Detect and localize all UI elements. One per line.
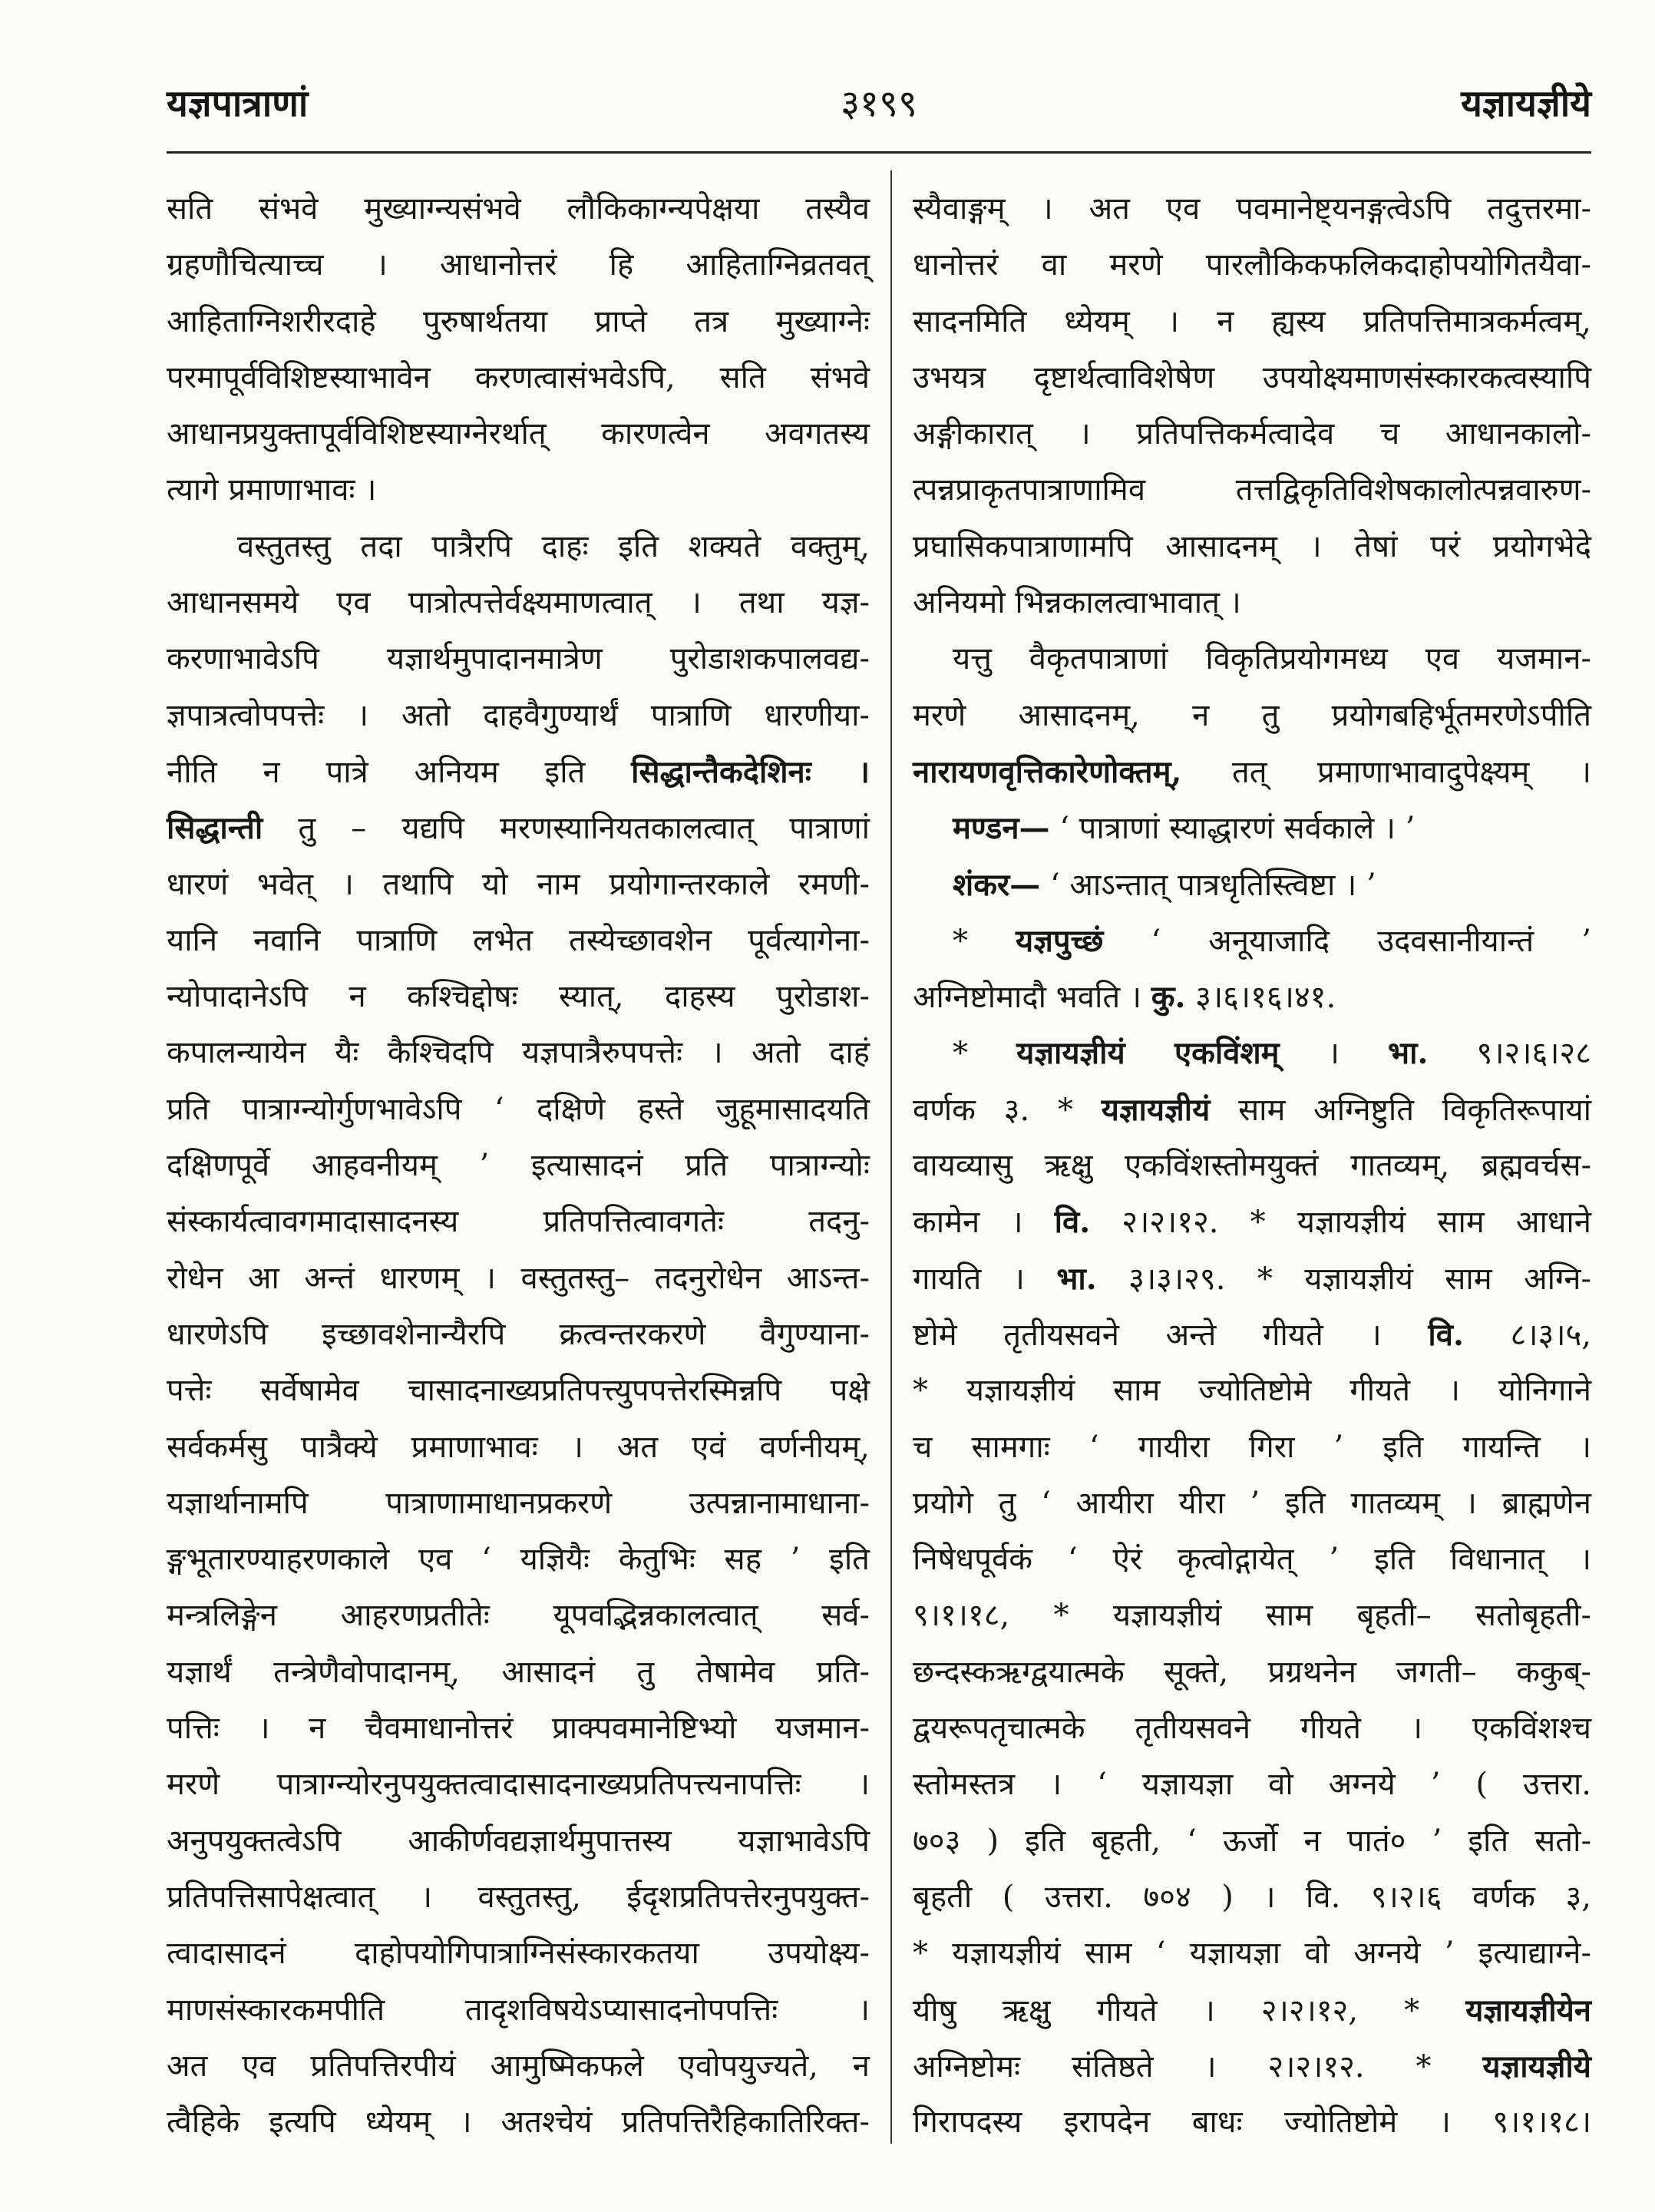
text-segment: ‘ अनूयाजादि उदवसानीयान्तं ’ bbox=[1103, 923, 1591, 959]
text-line bbox=[167, 1307, 870, 1363]
text-line bbox=[913, 294, 1591, 350]
text-line bbox=[167, 800, 870, 856]
column-divider bbox=[890, 170, 892, 2144]
left-column bbox=[167, 181, 870, 2151]
text-segment: गायति । bbox=[913, 1261, 1057, 1297]
text-line bbox=[167, 294, 870, 350]
running-head-right: यज्ञायज्ञीये bbox=[1461, 82, 1591, 125]
text-segment: मन्त्रलिङ्गेन आहरणप्रतीतेः यूपवद्भिन्नकालत्वात् सर्व- bbox=[167, 1598, 870, 1634]
text-line bbox=[913, 1588, 1591, 1644]
text-line bbox=[167, 1251, 870, 1307]
text-segment: सर्वकर्मसु पात्रैक्ये प्रमाणाभावः । अत एवं वर्णनीयम्, bbox=[167, 1429, 870, 1465]
bold-term: भा. bbox=[1056, 1260, 1097, 1297]
text-segment: ३।६।१६।४१. bbox=[1185, 980, 1336, 1016]
text-segment: ७०३ ) इति बृहती, ‘ ऊर्जो न पातं० ’ इति सतो- bbox=[913, 1823, 1591, 1859]
text-line bbox=[167, 1870, 870, 1926]
text-segment: स्तोमस्तत्र । ‘ यज्ञायज्ञा वो अग्नये ’ ( उत्तरा. bbox=[913, 1767, 1591, 1803]
page-header bbox=[167, 77, 1591, 131]
text-segment: कपालन्यायेन यैः कैश्चिदपि यज्ञपात्रैरुपपत्तेः । अतो दाहं bbox=[167, 1035, 870, 1071]
text-segment: त्वैहिके इत्यपि ध्येयम् । अतश्चेयं प्रतिपत्तिरैहिकातिरिक्त- bbox=[167, 2105, 870, 2141]
bold-term: यज्ञायज्ञीयेन bbox=[1465, 1992, 1591, 2028]
text-segment: वस्तुतस्तु तदा पात्रैरपि दाहः इति शक्यते वक्तुम्, bbox=[237, 528, 870, 564]
text-line bbox=[913, 1757, 1591, 1813]
bold-term: वि. bbox=[1054, 1204, 1091, 1241]
text-line bbox=[167, 1476, 870, 1532]
text-segment: ग्रहणौचित्याच्च । आधानोत्तरं हि आहिताग्निव्रतवत् bbox=[167, 247, 870, 283]
text-line bbox=[167, 1588, 870, 1644]
text-segment: धानोत्तरं वा मरणे पारलौकिकफलिकदाहोपयोगितयैवा- bbox=[913, 247, 1591, 283]
text-segment: द्वयरूपतृचात्मके तृतीयसवने गीयते । एकविंशश्च bbox=[913, 1711, 1591, 1747]
text-line bbox=[167, 350, 870, 406]
text-line bbox=[913, 406, 1591, 462]
bold-term: वि. bbox=[1428, 1316, 1464, 1353]
text-segment: बृहती ( उत्तरा. ७०४ ) । वि. ९।२।६ वर्णक ३, bbox=[913, 1879, 1591, 1915]
text-segment: धारणेऽपि इच्छावशेनान्यैरपि क्रत्वन्तरकरणे वैगुण्याना- bbox=[167, 1316, 870, 1352]
text-segment: प्रयोगे तु ‘ आयीरा यीरा ’ इति गातव्यम् । ब्राह्मणेन bbox=[913, 1485, 1591, 1521]
text-line bbox=[167, 406, 870, 462]
text-line bbox=[167, 857, 870, 913]
text-line bbox=[167, 969, 870, 1025]
text-line bbox=[167, 1025, 870, 1081]
text-segment: प्रतिपत्तिसापेक्षत्वात् । वस्तुतस्तु, ईदृशप्रतिपत्तेरनुपयुक्त- bbox=[167, 1879, 870, 1915]
text-segment: अत एव प्रतिपत्तिरपीयं आमुष्मिकफले एवोपयुज्यते, न bbox=[167, 2048, 870, 2084]
text-segment: परमापूर्वविशिष्टस्याभावेन करणत्वासंभवेऽपि, सति संभवे bbox=[167, 359, 870, 395]
text-segment: त्यागे प्रमाणाभावः । bbox=[167, 472, 377, 508]
text-line bbox=[913, 1870, 1591, 1926]
text-segment: * यज्ञायज्ञीयं साम ‘ यज्ञायज्ञा वो अग्नये ’ इत्याद्याग्ने- bbox=[913, 1936, 1591, 1972]
text-segment: ङ्गभूतारण्याहरणकाले एव ‘ यज्ञियैः केतुभिः सह ’ इति bbox=[167, 1542, 870, 1578]
text-line bbox=[913, 1926, 1591, 1982]
text-line bbox=[167, 913, 870, 969]
text-segment: धारणं भवेत् । तथापि यो नाम प्रयोगान्तरकाले रमणी- bbox=[167, 866, 870, 902]
text-line bbox=[913, 857, 1591, 913]
text-line bbox=[913, 1532, 1591, 1588]
text-segment: ष्टोमे तृतीयसवने अन्ते गीयते । bbox=[913, 1317, 1429, 1353]
text-segment: संस्कार्यत्वावगमादासादनस्य प्रतिपत्तित्वावगतेः तदनु- bbox=[167, 1204, 870, 1240]
text-line bbox=[167, 1982, 870, 2038]
text-segment: २।२।१२. * यज्ञायज्ञीयं साम आधाने bbox=[1090, 1205, 1591, 1241]
text-line bbox=[913, 1194, 1591, 1250]
text-line bbox=[167, 1701, 870, 1757]
text-segment: * bbox=[953, 1036, 1017, 1072]
text-line bbox=[167, 1814, 870, 1870]
text-line bbox=[913, 1701, 1591, 1757]
text-line bbox=[913, 1251, 1591, 1307]
text-segment: यत्तु वैकृतपात्राणां विकृतिप्रयोगमध्य एव यजमान- bbox=[953, 641, 1591, 677]
text-line bbox=[913, 1476, 1591, 1532]
text-segment: रोधेन आ अन्तं धारणम् । वस्तुतस्तु– तदनुरोधेन आऽन्त- bbox=[167, 1260, 870, 1296]
text-segment: ९।१।१८, * यज्ञायज्ञीयं साम बृहती– सतोबृहती- bbox=[913, 1598, 1591, 1634]
text-segment: प्रति पात्राग्न्योर्गुणभावेऽपि ‘ दक्षिणे हस्ते जुहूमासादयति bbox=[167, 1091, 870, 1127]
text-line bbox=[913, 744, 1591, 800]
bold-term: नारायणवृत्तिकारेणोक्तम्, bbox=[913, 753, 1182, 790]
bold-term: यज्ञपुच्छं bbox=[1016, 922, 1104, 959]
text-line bbox=[913, 519, 1591, 575]
text-line bbox=[167, 462, 870, 518]
text-segment: करणाभावेऽपि यज्ञार्थमुपादानमात्रेण पुरोडाशकपालवद्य- bbox=[167, 641, 870, 677]
text-segment: नीति न पात्रे अनियम इति bbox=[167, 754, 632, 790]
text-line bbox=[913, 1420, 1591, 1476]
text-segment: त्पन्नप्राकृतपात्राणामिव तत्तद्विकृतिविशेषकालोत्पन्नवारुण- bbox=[913, 472, 1591, 508]
text-line bbox=[913, 913, 1591, 969]
text-segment: अनुपयुक्तत्वेऽपि आकीर्णवद्यज्ञार्थमुपात्तस्य यज्ञाभावेऽपि bbox=[167, 1823, 870, 1859]
text-segment: ३।३।२९. * यज्ञायज्ञीयं साम अग्नि- bbox=[1096, 1261, 1591, 1297]
text-segment: आधानप्रयुक्तापूर्वविशिष्टस्याग्नेरर्थात् कारणत्वेन अवगतस्य bbox=[167, 416, 870, 452]
text-line bbox=[913, 1082, 1591, 1138]
text-line bbox=[167, 519, 870, 575]
text-segment: वायव्यासु ऋक्षु एकविंशस्तोमयुक्तं गातव्यम्, ब्रह्मवर्चस- bbox=[913, 1148, 1591, 1184]
bold-term: शंकर— bbox=[953, 866, 1041, 903]
text-segment: ज्ञपात्रत्वोपपत्तेः । अतो दाहवैगुण्यार्थं पात्राणि धारणीया- bbox=[167, 697, 870, 733]
text-segment: यानि नवानि पात्राणि लभेत तस्येच्छावशेन पूर्वत्यागेना- bbox=[167, 922, 870, 958]
text-line bbox=[913, 800, 1591, 856]
text-line bbox=[913, 1814, 1591, 1870]
text-line bbox=[167, 1926, 870, 1982]
text-line bbox=[167, 1194, 870, 1250]
text-segment: ८।३।५, bbox=[1463, 1317, 1591, 1353]
text-segment: । bbox=[1279, 1036, 1388, 1072]
text-line bbox=[167, 1363, 870, 1419]
text-segment: पत्तेः सर्वेषामेव चासादनाख्यप्रतिपत्त्युपपत्तेरस्मिन्नपि पक्षे bbox=[167, 1373, 870, 1409]
text-segment: आहिताग्निशरीरदाहे पुरुषार्थतया प्राप्ते तत्र मुख्याग्नेः bbox=[167, 303, 870, 339]
bold-term: यज्ञायज्ञीये bbox=[1482, 2048, 1591, 2085]
text-line bbox=[913, 237, 1591, 293]
text-segment: च सामगाः ‘ गायीरा गिरा ’ इति गायन्ति । bbox=[913, 1429, 1591, 1465]
text-line bbox=[913, 688, 1591, 744]
text-line bbox=[913, 575, 1591, 631]
bold-term: सिद्धान्तैकदेशिनः । bbox=[631, 753, 870, 790]
text-segment: मरणे आसादनम्, न तु प्रयोगबहिर्भूतमरणेऽपीति bbox=[913, 697, 1591, 733]
text-line bbox=[167, 1757, 870, 1813]
text-line bbox=[167, 1420, 870, 1476]
text-segment: सति संभवे मुख्याग्न्यसंभवे लौकिकाग्न्यपेक्षया तस्यैव bbox=[167, 191, 870, 226]
text-segment: प्रघासिकपात्राणामपि आसादनम् । तेषां परं प्रयोगभेदे bbox=[913, 528, 1591, 564]
text-segment: वर्णक ३. * bbox=[913, 1092, 1102, 1128]
text-segment: निषेधपूर्वकं ‘ ऐरं कृत्वोद्गायेत् ’ इति विधानात् । bbox=[913, 1542, 1591, 1578]
text-segment: साम अग्निष्टुति विकृतिरूपायां bbox=[1210, 1092, 1592, 1128]
text-line bbox=[913, 462, 1591, 518]
text-segment: छन्दस्कऋग्द्वयात्मके सूक्ते, प्रग्रथनेन जगती– ककुब्- bbox=[913, 1654, 1591, 1690]
text-segment: मरणे पात्राग्न्योरनुपयुक्तत्वादासादनाख्यप्रतिपत्त्यनापत्तिः । bbox=[167, 1767, 870, 1803]
text-line bbox=[913, 969, 1591, 1025]
text-line bbox=[913, 181, 1591, 237]
text-line bbox=[913, 1645, 1591, 1701]
text-line bbox=[167, 1138, 870, 1194]
text-line bbox=[913, 1363, 1591, 1419]
text-line bbox=[167, 2038, 870, 2095]
text-segment: तत् प्रमाणाभावादुपेक्ष्यम् । bbox=[1181, 754, 1591, 790]
text-line bbox=[167, 237, 870, 293]
text-segment: अग्निष्टोमादौ भवति । bbox=[913, 980, 1151, 1016]
bold-term: यज्ञायज्ञीयं एकविंशम् bbox=[1016, 1035, 1280, 1072]
text-segment: ‘ पात्राणां स्याद्धारणं सर्वकाले । ’ bbox=[1049, 811, 1416, 847]
text-line bbox=[167, 744, 870, 800]
text-line bbox=[913, 1025, 1591, 1081]
text-line bbox=[167, 631, 870, 687]
text-line bbox=[913, 631, 1591, 687]
text-segment: दक्षिणपूर्वे आहवनीयम् ’ इत्यासादनं प्रति पात्राग्न्योः bbox=[167, 1148, 870, 1184]
text-segment: * यज्ञायज्ञीयं साम ज्योतिष्टोमे गीयते । योनिगाने bbox=[913, 1373, 1591, 1409]
text-segment: पत्तिः । न चैवमाधानोत्तरं प्राक्पवमानेष्टिभ्यो यजमान- bbox=[167, 1711, 870, 1747]
text-segment: आधानसमये एव पात्रोत्पत्तेर्वक्ष्यमाणत्वात् । तथा यज्ञ- bbox=[167, 585, 870, 621]
text-line bbox=[167, 181, 870, 237]
bold-term: कु. bbox=[1151, 979, 1186, 1016]
text-line bbox=[167, 688, 870, 744]
running-head-left: यज्ञपात्राणां bbox=[167, 82, 309, 125]
text-segment: सादनमिति ध्येयम् । न ह्यस्य प्रतिपत्तिमात्रकर्मत्वम्, bbox=[913, 303, 1591, 339]
text-segment: तु – यद्यपि मरणस्यानियतकालत्वात् पात्राणां bbox=[263, 811, 870, 847]
text-line bbox=[913, 1982, 1591, 2038]
text-line bbox=[167, 575, 870, 631]
text-segment: अनियमो भिन्नकालत्वाभावात् । bbox=[913, 585, 1241, 621]
text-line bbox=[913, 1138, 1591, 1194]
text-segment: स्यैवाङ्गम् । अत एव पवमानेष्ट्यनङ्गत्वेऽपि तदुत्तरमा- bbox=[913, 191, 1591, 226]
text-segment: उभयत्र दृष्टार्थत्वाविशेषेण उपयोक्ष्यमाणसंस्कारकत्वस्यापि bbox=[913, 359, 1591, 395]
text-line bbox=[167, 1082, 870, 1138]
text-segment: अङ्गीकारात् । प्रतिपत्तिकर्मत्वादेव च आधानकालो- bbox=[913, 416, 1591, 452]
text-line bbox=[167, 2095, 870, 2151]
text-line bbox=[913, 350, 1591, 406]
bold-term: सिद्धान्ती bbox=[167, 810, 263, 847]
text-segment: यज्ञार्थानामपि पात्राणामाधानप्रकरणे उत्पन्नानामाधाना- bbox=[167, 1485, 870, 1521]
text-segment: कामेन । bbox=[913, 1205, 1055, 1241]
header-rule bbox=[167, 151, 1591, 154]
text-segment: अग्निष्टोमः संतिष्ठते । २।२।१२. * bbox=[913, 2048, 1483, 2085]
text-segment: न्योपादानेऽपि न कश्चिद्दोषः स्यात्, दाहस्य पुरोडाश- bbox=[167, 979, 870, 1015]
page-number: ३१९९ bbox=[841, 82, 917, 125]
text-segment: ९।२।६।२८ bbox=[1428, 1036, 1591, 1072]
bold-term: यज्ञायज्ञीयं bbox=[1101, 1091, 1211, 1128]
text-line bbox=[913, 1307, 1591, 1363]
text-line bbox=[913, 2095, 1591, 2151]
text-segment: ‘ आऽन्तात् पात्रधृतिस्त्विष्टा । ’ bbox=[1040, 867, 1376, 903]
text-segment: माणसंस्कारकमपीति तादृशविषयेऽप्यासादनोपपत्तिः । bbox=[167, 1992, 870, 2028]
text-line bbox=[167, 1645, 870, 1701]
text-segment: * bbox=[953, 923, 1016, 959]
bold-term: भा. bbox=[1388, 1035, 1429, 1072]
text-line bbox=[913, 2038, 1591, 2095]
bold-term: मण्डन— bbox=[953, 810, 1050, 847]
text-line bbox=[167, 1532, 870, 1588]
text-segment: गिरापदस्य इरापदेन बाधः ज्योतिष्टोमे । ९।१।१८। bbox=[913, 2105, 1591, 2141]
text-segment: त्वादासादनं दाहोपयोगिपात्राग्निसंस्कारकतया उपयोक्ष्य- bbox=[167, 1936, 870, 1972]
text-segment: यीषु ऋक्षु गीयते । २।२।१२, * bbox=[913, 1992, 1466, 2028]
text-segment: यज्ञार्थं तन्त्रेणैवोपादानम्, आसादनं तु तेषामेव प्रति- bbox=[167, 1654, 870, 1690]
right-column bbox=[913, 181, 1591, 2151]
